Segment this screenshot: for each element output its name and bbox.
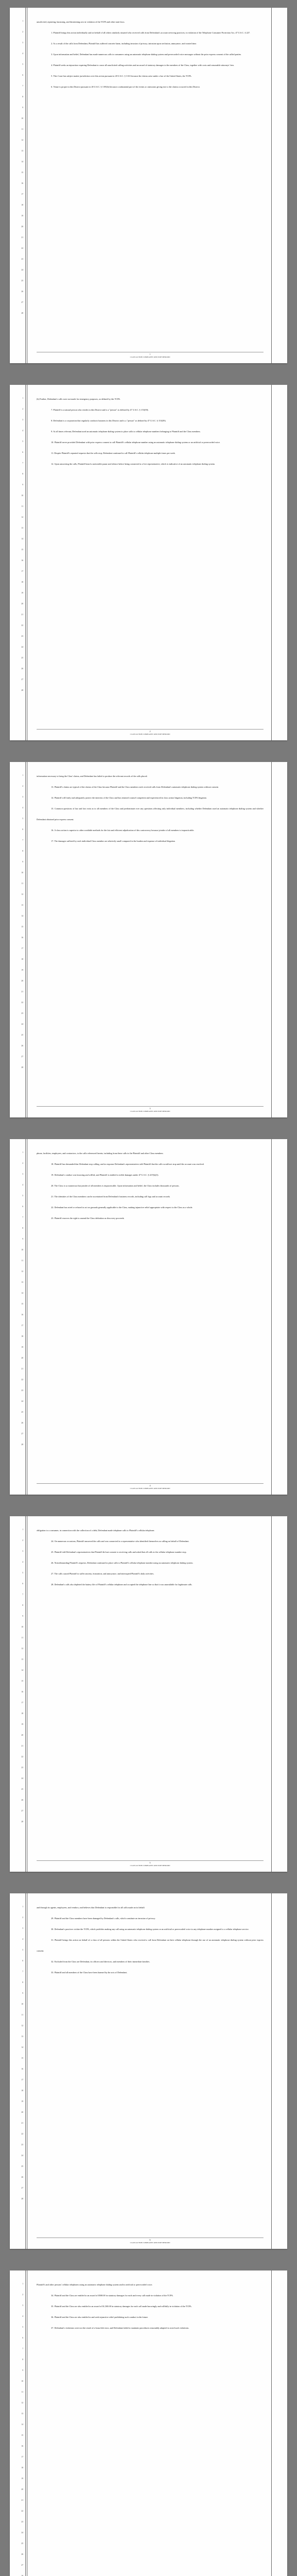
- paragraph: 6. Venue is proper in this District pursuant to 28 U.S.C. § 1391(b) because a substantial part of the events or omissions giving rise to the claims occurred in this District.: [51, 86, 201, 88]
- line-numbers: 1 2 3 4 5 6 7 8 9 10 11 12 13 14 15 16 17 18 19 20 21 22 23 24 25 26 27 28: [21, 774, 23, 1069]
- paragraph: 7. Plaintiff is a natural person who resides in this District and is a "person" as defined by 47 U.S.C. § 153(39).: [51, 409, 149, 411]
- paragraph: 11. Despite Plaintiff's repeated requests that the calls stop, Defendant continued to call Plaintiff's cellular telephone multiple times per week.: [51, 452, 176, 454]
- page-body: [37, 1148, 263, 1224]
- paragraph: 25. Plaintiff told Defendant's representatives that Plaintiff did not consent to receiving calls and asked that all calls to the cellular telephone number stop.: [51, 1551, 187, 1553]
- footer-caption: CLASS ACTION COMPLAINT AND JURY DEMAND: [130, 2242, 170, 2244]
- page-footer: [37, 352, 263, 358]
- footer-caption: CLASS ACTION COMPLAINT AND JURY DEMAND: [130, 1865, 170, 1867]
- paragraph: 12. Upon answering the calls, Plaintiff heard a noticeable pause and silence before being connected to a live representative, which is indicative of an automatic telephone dialing system.: [51, 463, 216, 465]
- document-page: [10, 762, 287, 1117]
- paragraph: 5. This Court has subject matter jurisdiction over this action pursuant to 28 U.S.C. § 1331 because the claims arise under a law of the United States, the TCPA.: [51, 75, 192, 77]
- page-body: [37, 1902, 263, 1978]
- margin-rule: [271, 8, 272, 363]
- page-footer: [37, 2238, 263, 2244]
- paragraph: 30. Defendant's practices violate the TCPA, which prohibits making any call using an automatic telephone dialing system or an artificial or prerecorded voice to any telephone number assigned to a cellular telephone service.: [51, 1928, 249, 1930]
- line-numbers: 1 2 3 4 5 6 7 8 9 10 11 12 13 14 15 16 17 18 19 20 21 22 23 24 25 26 27 28: [21, 2283, 23, 2576]
- paragraph: 2. As a result of the calls from Defendant, Plaintiff has suffered concrete harm, including invasion of privacy, intrusion upon seclusion, annoyance, and wasted time.: [51, 42, 197, 45]
- paragraph: 34. Plaintiff and the Class are entitled to an award of $500.00 in statutory damages for each and every call made in violation of the TCPA.: [51, 2294, 174, 2297]
- footer-caption: CLASS ACTION COMPLAINT AND JURY DEMAND: [130, 356, 170, 358]
- paragraph: 36. Plaintiff and the Class are also entitled to and seek injunctive relief prohibiting such conduct in the future.: [51, 2316, 148, 2318]
- line-numbers: 1 2 3 4 5 6 7 8 9 10 11 12 13 14 15 16 17 18 19 20 21 22 23 24 25 26 27 28: [21, 20, 23, 314]
- line-numbers: 1 2 3 4 5 6 7 8 9 10 11 12 13 14 15 16 17 18 19 20 21 22 23 24 25 26 27 28: [21, 1906, 23, 2200]
- paragraph: 37. Defendant's violations were not the result of a bona fide error, and Defendant failed to maintain procedures reasonably adapted to avoid such violations.: [51, 2327, 189, 2329]
- document-page: [10, 1139, 287, 1495]
- page-body: [37, 16, 263, 92]
- paragraph: 8. Defendant is a corporation that regularly conducts business in this District and is a "person" as defined by 47 U.S.C. § 153(39).: [51, 419, 166, 422]
- paragraph: (b) Further, Defendant's calls were not made for emergency purposes, as defined by the TCPA.: [37, 398, 121, 400]
- page-number: 5: [150, 1862, 151, 1864]
- paragraph: 23. Plaintiff reserves the right to amend the Class definition as discovery proceeds.: [51, 1217, 125, 1219]
- paragraph: 27. The calls caused Plaintiff to suffer anxiety, frustration, and annoyance, and interrupted Plaintiff's daily activities.: [51, 1572, 154, 1575]
- paragraph: 4. Plaintiff seeks an injunction requiring Defendant to cease all unsolicited calling activities and an award of statutory damages to the members of the Class, together with costs and reasonable attorneys' fees.: [51, 64, 235, 66]
- paragraph: 24. On numerous occasions, Plaintiff answered the calls and was connected to a representative who identified themselves as calling on behalf of Defendant.: [51, 1540, 189, 1543]
- margin-rule: [271, 1893, 272, 2249]
- page-body: [37, 771, 263, 846]
- document-page: [10, 1893, 287, 2249]
- page-footer: [37, 1483, 263, 1489]
- paragraph: 16. A class action is superior to other available methods for the fair and efficient adjudication of this controversy because joinder of all members is impracticable.: [51, 829, 194, 832]
- page-number: 6: [150, 2239, 151, 2241]
- paragraph: 26. Notwithstanding Plaintiff's requests, Defendant continued to place calls to Plaintiff's cellular telephone number using an automatic telephone dialing system.: [51, 1562, 193, 1564]
- document-page: [10, 2270, 287, 2576]
- paragraph: 14. Plaintiff will fairly and adequately protect the interests of the Class and has retained counsel competent and experienced in class action litigation, including TCPA litigation.: [51, 796, 207, 799]
- paragraph: 33. Plaintiff and all members of the Class have been harmed by the acts of Defendant.: [51, 1971, 127, 1974]
- paragraph: 21. The identities of the Class members can be ascertained from Defendant's business records, including call logs and account records.: [51, 1195, 171, 1198]
- margin-rule: [271, 1139, 272, 1495]
- page-footer: [37, 729, 263, 735]
- page-number: 2: [150, 731, 151, 733]
- page-number: 4: [150, 1485, 151, 1487]
- footer-caption: CLASS ACTION COMPLAINT AND JURY DEMAND: [130, 733, 170, 735]
- paragraph: 13. Plaintiff's claims are typical of the claims of the Class because Plaintiff and the Class members each received calls from Defendant's automatic telephone dialing system without consent.: [51, 786, 219, 788]
- paragraph: 9. At all times relevant, Defendant used an automatic telephone dialing system to place calls to cellular telephone numbers belonging to Plaintiff and the Class members.: [51, 430, 201, 433]
- line-numbers: 1 2 3 4 5 6 7 8 9 10 11 12 13 14 15 16 17 18 19 20 21 22 23 24 25 26 27 28: [21, 397, 23, 691]
- document-page: [10, 385, 287, 740]
- paragraph: Plaintiff's and other persons' cellular telephones using an automatic telephone dialing system and/or artificial or prerecorded voice.: [37, 2283, 153, 2286]
- margin-rule: [271, 762, 272, 1117]
- line-numbers: 1 2 3 4 5 6 7 8 9 10 11 12 13 14 15 16 17 18 19 20 21 22 23 24 25 26 27 28: [21, 1529, 23, 1823]
- paragraph: 1. Plaintiff brings this action individually and on behalf of all others similarly situated who received calls from Defendant's account servicing practices, in violation of the Telephone Consumer Protection Act, 47 U.S.C. § 227.: [51, 31, 251, 34]
- paragraph: 32. Excluded from the Class are Defendant, its officers and directors, and members of their immediate families.: [51, 1960, 150, 1963]
- page-body: [37, 1525, 263, 1590]
- page-body: [37, 394, 263, 469]
- paragraph: obligation to a consumer, in connection with the collection of a debt, Defendant made telephone calls to Plaintiff's cellular telephone.: [37, 1529, 155, 1532]
- document-page: [10, 8, 287, 363]
- margin-rule: [271, 1516, 272, 1872]
- line-numbers: 1 2 3 4 5 6 7 8 9 10 11 12 13 14 15 16 17 18 19 20 21 22 23 24 25 26 27 28: [21, 1151, 23, 1446]
- page-footer: [37, 1860, 263, 1867]
- paragraph: phone, facilities, employees, and contractors, to the calls referenced herein, including from these calls to the Plaintiff and other Class members.: [37, 1152, 164, 1155]
- page-number: 3: [150, 1108, 151, 1110]
- footer-caption: CLASS ACTION COMPLAINT AND JURY DEMAND: [130, 1487, 170, 1489]
- paragraph: 19. Defendant's conduct was knowing and willful, and Plaintiff is entitled to treble damages under 47 U.S.C. § 227(b)(3).: [51, 1174, 159, 1176]
- paragraph: unsolicited, repeating, harassing, and threatening acts in violation of the TCPA and other state laws.: [37, 21, 125, 23]
- footer-caption: CLASS ACTION COMPLAINT AND JURY DEMAND: [130, 1110, 170, 1112]
- paragraph: 22. Defendant has acted or refused to act on grounds generally applicable to the Class, making injunctive relief appropriate with respect to the Class as a whole.: [51, 1206, 193, 1209]
- page-body: [37, 2279, 263, 2333]
- paragraph: 10. Plaintiff never provided Defendant with prior express consent to call Plaintiff's cellular telephone number using an automatic telephone dialing system or an artificial or prerecorded voice.: [51, 441, 221, 444]
- paragraph: 20. The Class is so numerous that joinder of all members is impracticable. Upon information and belief, the Class includes thousands of persons.: [51, 1184, 179, 1187]
- paragraph: information necessary to bring the Class' claims, and Defendant has failed to produce the relevant records of the calls placed.: [37, 775, 147, 777]
- margin-rule: [271, 2270, 272, 2576]
- paragraph: 17. The damages suffered by each individual Class member are relatively small compared to the burden and expense of individual litigation.: [51, 840, 176, 842]
- paragraph: 15. Common questions of law and fact exist as to all members of the Class and predominate over any questions affecting only individual members, including whether Defendant used an automatic telephone dialing system and whether Defendant obtained prior express consent.: [37, 807, 263, 821]
- paragraph: 18. Plaintiff has demanded that Defendant stop calling, and in response Defendant's representatives told Plaintiff that the calls would not stop until the account was resolved.: [51, 1163, 205, 1165]
- margin-rule: [271, 385, 272, 740]
- paragraph: 31. Plaintiff brings this action on behalf of a class of all persons within the United States who received a call from Defendant on their cellular telephone through the use of an automatic telephone dialing system without prior express consent.: [37, 1939, 263, 1952]
- paragraph: 29. Plaintiff and the Class members have been damaged by Defendant's calls, which constitute an invasion of privacy.: [51, 1917, 156, 1920]
- page-footer: [37, 1106, 263, 1112]
- paragraph: and through its agents, employees, and vendors, and believes that Defendant is responsible for all calls made on its behalf.: [37, 1906, 145, 1909]
- paragraph: 3. Upon information and belief, Defendant has made numerous calls to consumers using an automatic telephone dialing system and prerecorded voice messages without the prior express consent of the called parties.: [51, 53, 242, 56]
- document-page: [10, 1516, 287, 1872]
- page-number: 1: [150, 353, 151, 355]
- paragraph: 28. Defendant's calls also depleted the battery life of Plaintiff's cellular telephone and occupied the telephone line so that it was unavailable for legitimate calls.: [51, 1583, 192, 1586]
- paragraph: 35. Plaintiff and the Class are also entitled to an award of $1,500.00 in statutory damages for each call made knowingly and willfully in violation of the TCPA.: [51, 2305, 192, 2308]
